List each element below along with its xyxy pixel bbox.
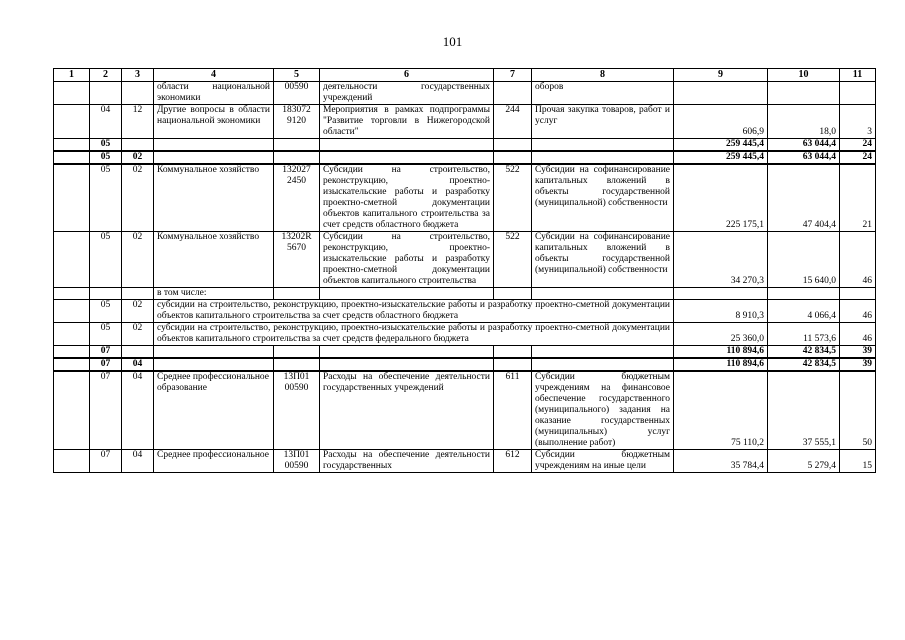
- cell-col1: [54, 358, 90, 371]
- cell-target-code: 132027 2450: [274, 164, 320, 232]
- cell-actual-amount: 42 834,5: [768, 346, 840, 359]
- cell-col1: [54, 371, 90, 450]
- cell-empty: [90, 288, 122, 300]
- column-header: 10: [768, 69, 840, 82]
- cell-section: 05: [90, 164, 122, 232]
- cell-percent: 46: [840, 323, 876, 346]
- cell-empty: [320, 139, 494, 152]
- total-row: [54, 151, 876, 164]
- cell-plan-amount: 259 445,4: [674, 151, 768, 164]
- cell-section: 05: [90, 323, 122, 346]
- cell-target-code: 00590: [274, 82, 320, 105]
- cell-col1: [54, 105, 90, 139]
- cell-percent: 39: [840, 358, 876, 371]
- cell-empty: [54, 288, 90, 300]
- cell-empty: [274, 139, 320, 152]
- cell-section: 07: [90, 346, 122, 359]
- cell-plan-amount: 8 910,3: [674, 300, 768, 323]
- column-header: 6: [320, 69, 494, 82]
- cell-percent: 3: [840, 105, 876, 139]
- cell-plan-amount: [674, 82, 768, 105]
- cell-plan-amount: 34 270,3: [674, 232, 768, 288]
- table-row: [54, 232, 876, 288]
- cell-actual-amount: 47 404,4: [768, 164, 840, 232]
- table-row: [54, 450, 876, 473]
- cell-section-name: Другие вопросы в области национальной экономики: [154, 105, 274, 139]
- cell-percent: 24: [840, 151, 876, 164]
- cell-empty: [54, 300, 90, 323]
- cell-empty: [154, 151, 274, 164]
- cell-col1: [54, 232, 90, 288]
- cell-expense-name: Субсидии бюджетным учреждениям на финансовое обеспечение государственного (муниципального) задания на оказание государственных (муниципальных) услуг (выполнение работ): [532, 371, 674, 450]
- cell-empty: [274, 358, 320, 371]
- note-row: [54, 288, 876, 300]
- column-header-row: [54, 69, 876, 82]
- cell-subsection: 04: [122, 371, 154, 450]
- cell-actual-amount: 18,0: [768, 105, 840, 139]
- cell-section: 05: [90, 300, 122, 323]
- cell-empty: [532, 139, 674, 152]
- cell-subsidy-description: субсидии на строительство, реконструкцию, проектно-изыскательские работы и разработку проектно-сметной документации объектов капитального строительства за счет средств федерального бюджета: [154, 323, 674, 346]
- cell-section-name: области национальной экономики: [154, 82, 274, 105]
- cell-subsection: 02: [122, 300, 154, 323]
- column-header: 8: [532, 69, 674, 82]
- column-header: 3: [122, 69, 154, 82]
- cell-empty: [674, 288, 768, 300]
- column-header: 7: [494, 69, 532, 82]
- cell-percent: 46: [840, 232, 876, 288]
- including-label: в том числе:: [154, 288, 274, 300]
- cell-expense-name: Субсидии на софинансирование капитальных вложений в объекты государственной (муниципальной) собственности: [532, 232, 674, 288]
- cell-actual-amount: 11 573,6: [768, 323, 840, 346]
- cell-empty: [274, 346, 320, 359]
- column-header: 1: [54, 69, 90, 82]
- column-header: 2: [90, 69, 122, 82]
- cell-plan-amount: 75 110,2: [674, 371, 768, 450]
- cell-expense-code: 612: [494, 450, 532, 473]
- table-row: [54, 82, 876, 105]
- cell-expense-code: 244: [494, 105, 532, 139]
- cell-empty: [320, 151, 494, 164]
- cell-plan-amount: 259 445,4: [674, 139, 768, 152]
- cell-col1: [54, 82, 90, 105]
- total-row: [54, 139, 876, 152]
- cell-subsection: 04: [122, 358, 154, 371]
- cell-expense-name: Прочая закупка товаров, работ и услуг: [532, 105, 674, 139]
- cell-subsection: 02: [122, 232, 154, 288]
- cell-actual-amount: 63 044,4: [768, 139, 840, 152]
- total-row: [54, 358, 876, 371]
- cell-expense-code: 522: [494, 164, 532, 232]
- cell-empty: [532, 288, 674, 300]
- cell-actual-amount: [768, 82, 840, 105]
- cell-section: 05: [90, 139, 122, 152]
- cell-subsection: [122, 139, 154, 152]
- cell-expense-code: 611: [494, 371, 532, 450]
- cell-section-name: Коммунальное хозяйство: [154, 232, 274, 288]
- cell-subsidy-description: субсидии на строительство, реконструкцию, проектно-изыскательские работы и разработку проектно-сметной документации объектов капитального строительства за счет средств областного бюджета: [154, 300, 674, 323]
- table-row: [54, 371, 876, 450]
- table-row: [54, 323, 876, 346]
- cell-empty: [840, 288, 876, 300]
- cell-actual-amount: 42 834,5: [768, 358, 840, 371]
- budget-table: [53, 68, 876, 473]
- cell-empty: [532, 358, 674, 371]
- cell-empty: [532, 346, 674, 359]
- column-header: 9: [674, 69, 768, 82]
- cell-empty: [274, 288, 320, 300]
- cell-section: 07: [90, 358, 122, 371]
- table-row: [54, 105, 876, 139]
- cell-percent: 21: [840, 164, 876, 232]
- cell-section: 05: [90, 232, 122, 288]
- cell-section-name: Среднее профессиональное: [154, 450, 274, 473]
- cell-empty: [494, 288, 532, 300]
- cell-percent: [840, 82, 876, 105]
- total-row: [54, 346, 876, 359]
- cell-empty: [494, 346, 532, 359]
- cell-plan-amount: 225 175,1: [674, 164, 768, 232]
- cell-empty: [494, 139, 532, 152]
- cell-section: 04: [90, 105, 122, 139]
- cell-col1: [54, 346, 90, 359]
- cell-actual-amount: 63 044,4: [768, 151, 840, 164]
- cell-empty: [494, 151, 532, 164]
- cell-actual-amount: 4 066,4: [768, 300, 840, 323]
- cell-expense-name: оборов: [532, 82, 674, 105]
- cell-col1: [54, 139, 90, 152]
- cell-plan-amount: 25 360,0: [674, 323, 768, 346]
- cell-percent: 39: [840, 346, 876, 359]
- cell-col1: [54, 151, 90, 164]
- column-header: 11: [840, 69, 876, 82]
- cell-subsection: 02: [122, 151, 154, 164]
- cell-expense-code: 522: [494, 232, 532, 288]
- cell-target-name: Расходы на обеспечение деятельности государственных учреждений: [320, 371, 494, 450]
- column-header: 5: [274, 69, 320, 82]
- cell-empty: [768, 288, 840, 300]
- cell-target-name: Субсидии на строительство, реконструкцию, проектно-изыскательские работы и разработку проектно-сметной документации объектов капитального строительства: [320, 232, 494, 288]
- cell-empty: [154, 358, 274, 371]
- cell-empty: [494, 358, 532, 371]
- cell-subsection: 02: [122, 323, 154, 346]
- cell-plan-amount: 606,9: [674, 105, 768, 139]
- cell-target-name: деятельности государственных учреждений: [320, 82, 494, 105]
- table-row: [54, 164, 876, 232]
- cell-target-code: 13202R 5670: [274, 232, 320, 288]
- cell-plan-amount: 35 784,4: [674, 450, 768, 473]
- cell-col1: [54, 450, 90, 473]
- cell-empty: [320, 288, 494, 300]
- cell-actual-amount: 37 555,1: [768, 371, 840, 450]
- cell-target-code: 13П01 00590: [274, 371, 320, 450]
- cell-subsection: 04: [122, 450, 154, 473]
- cell-empty: [154, 346, 274, 359]
- cell-target-name: Мероприятия в рамках подпрограммы "Развитие торговли в Нижегородской области": [320, 105, 494, 139]
- cell-section-name: Коммунальное хозяйство: [154, 164, 274, 232]
- cell-subsection: 02: [122, 164, 154, 232]
- page-number: 101: [442, 34, 463, 49]
- cell-target-name: Расходы на обеспечение деятельности государственных: [320, 450, 494, 473]
- cell-subsection: [122, 82, 154, 105]
- table-row: [54, 300, 876, 323]
- cell-expense-code: [494, 82, 532, 105]
- cell-section: 07: [90, 450, 122, 473]
- cell-empty: [320, 346, 494, 359]
- cell-empty: [122, 288, 154, 300]
- cell-empty: [274, 151, 320, 164]
- cell-empty: [154, 139, 274, 152]
- cell-col1: [54, 164, 90, 232]
- cell-subsection: 12: [122, 105, 154, 139]
- cell-section: [90, 82, 122, 105]
- cell-empty: [532, 151, 674, 164]
- cell-section: 05: [90, 151, 122, 164]
- cell-target-name: Субсидии на строительство, реконструкцию, проектно-изыскательские работы и разработку проектно-сметной документации объектов капитального строительства за счет средств областного бюджета: [320, 164, 494, 232]
- cell-expense-name: Субсидии на софинансирование капитальных вложений в объекты государственной (муниципальной) собственности: [532, 164, 674, 232]
- cell-percent: 50: [840, 371, 876, 450]
- cell-expense-name: Субсидии бюджетным учреждениям на иные цели: [532, 450, 674, 473]
- cell-plan-amount: 110 894,6: [674, 358, 768, 371]
- cell-actual-amount: 5 279,4: [768, 450, 840, 473]
- cell-empty: [54, 323, 90, 346]
- cell-section: 07: [90, 371, 122, 450]
- cell-percent: 24: [840, 139, 876, 152]
- cell-target-code: 13П01 00590: [274, 450, 320, 473]
- cell-percent: 46: [840, 300, 876, 323]
- column-header: 4: [154, 69, 274, 82]
- cell-plan-amount: 110 894,6: [674, 346, 768, 359]
- cell-percent: 15: [840, 450, 876, 473]
- cell-section-name: Среднее профессиональное образование: [154, 371, 274, 450]
- cell-subsection: [122, 346, 154, 359]
- cell-actual-amount: 15 640,0: [768, 232, 840, 288]
- cell-target-code: 183072 9120: [274, 105, 320, 139]
- cell-empty: [320, 358, 494, 371]
